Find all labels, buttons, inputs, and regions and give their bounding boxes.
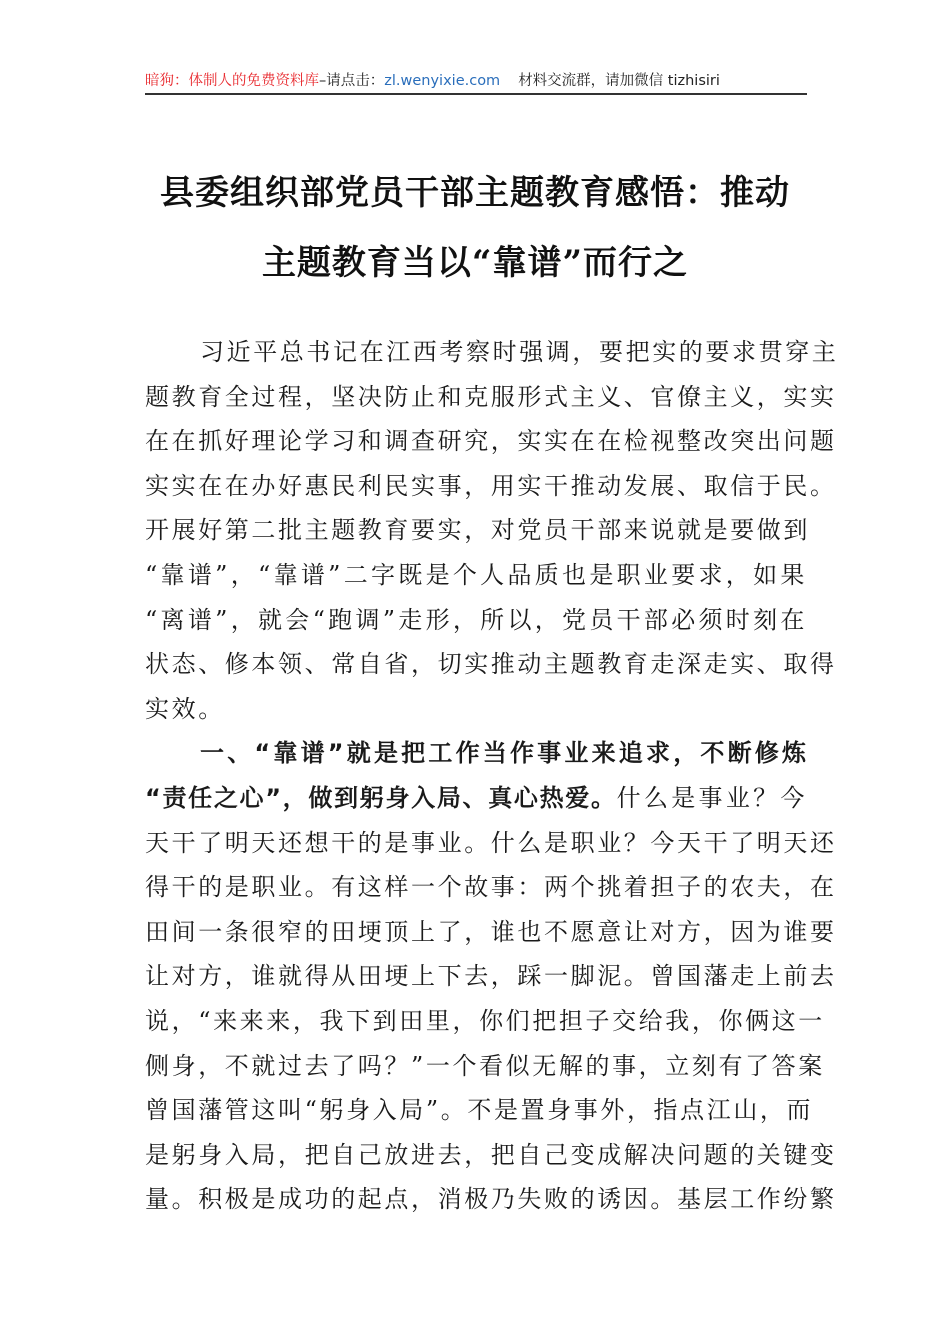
text-line: 说，“来来来，我下到田里，你们把担子交给我，你俩这一 <box>145 1006 825 1035</box>
text-line: 让对方，谁就得从田埂上下去，踩一脚泥。曾国藩走上前去 <box>145 962 837 991</box>
text-line: 状态、修本领、常自省，切实推动主题教育走深走实、取得 <box>145 650 837 679</box>
text-line: 量。积极是成功的起点，消极乃失败的诱因。基层工作纷繁 <box>145 1185 837 1214</box>
paragraph-intro <box>145 330 839 731</box>
text-line: 侧身，不就过去了吗？”一个看似无解的事，立刻有了答案 <box>145 1051 825 1080</box>
website-link[interactable]: zl.wenyixie.com <box>384 72 501 89</box>
paragraph-section-1 <box>145 731 837 1222</box>
text-line: “靠谱”，“靠谱”二字既是个人品质也是职业要求，如果 <box>145 560 807 589</box>
text-line: 天干了明天还想干的是事业。什么是职业？今天干了明天还 <box>145 828 837 857</box>
text-line: 开展好第二批主题教育要实，对党员干部来说就是要做到 <box>145 516 810 545</box>
text-fragment: 什么是事业？今 <box>616 783 807 812</box>
text-line: 题教育全过程，坚决防止和克服形式主义、官僚主义，实实 <box>145 382 837 411</box>
document-title-line-2: 主题教育当以“靠谱”而行之 <box>261 243 689 283</box>
text-line: 实实在在办好惠民利民实事，用实干推动发展、取信于民。 <box>145 471 837 500</box>
text-line: 在在抓好理论学习和调查研究，实实在在检视整改突出问题 <box>145 427 837 456</box>
watermark-header <box>145 68 807 95</box>
document-body <box>145 330 839 1222</box>
text-line: 得干的是职业。有这样一个故事：两个挑着担子的农夫，在 <box>145 873 837 902</box>
document-title-line-1: 县委组织部党员干部主题教育感悟：推动 <box>160 173 790 213</box>
click-prompt: –请点击： <box>319 72 385 89</box>
contact-text: 材料交流群，请加微信 tizhisiri <box>518 72 720 89</box>
text-line-mixed <box>145 776 807 821</box>
text-line: 曾国藩管这叫“躬身入局”。不是置身事外，指点江山，而 <box>145 1096 814 1125</box>
text-line: 是躬身入局，把自己放进去，把自己变成解决问题的关键变 <box>145 1140 837 1169</box>
text-line: “离谱”，就会“跑调”走形，所以，党员干部必须时刻在 <box>145 605 807 634</box>
text-line: 习近平总书记在江西考察时强调，要把实的要求贯穿主 <box>200 338 839 366</box>
text-line: 实效。 <box>145 694 225 723</box>
promo-text: 暗狗：体制人的免费资料库 <box>145 72 319 89</box>
section-heading-line: 一、“靠谱”就是把工作当作事业来追求，不断修炼 <box>200 739 807 768</box>
section-heading-continuation: “责任之心”，做到躬身入局、真心热爱。 <box>145 783 617 812</box>
text-line: 田间一条很窄的田埂顶上了，谁也不愿意让对方，因为谁要 <box>145 917 837 946</box>
